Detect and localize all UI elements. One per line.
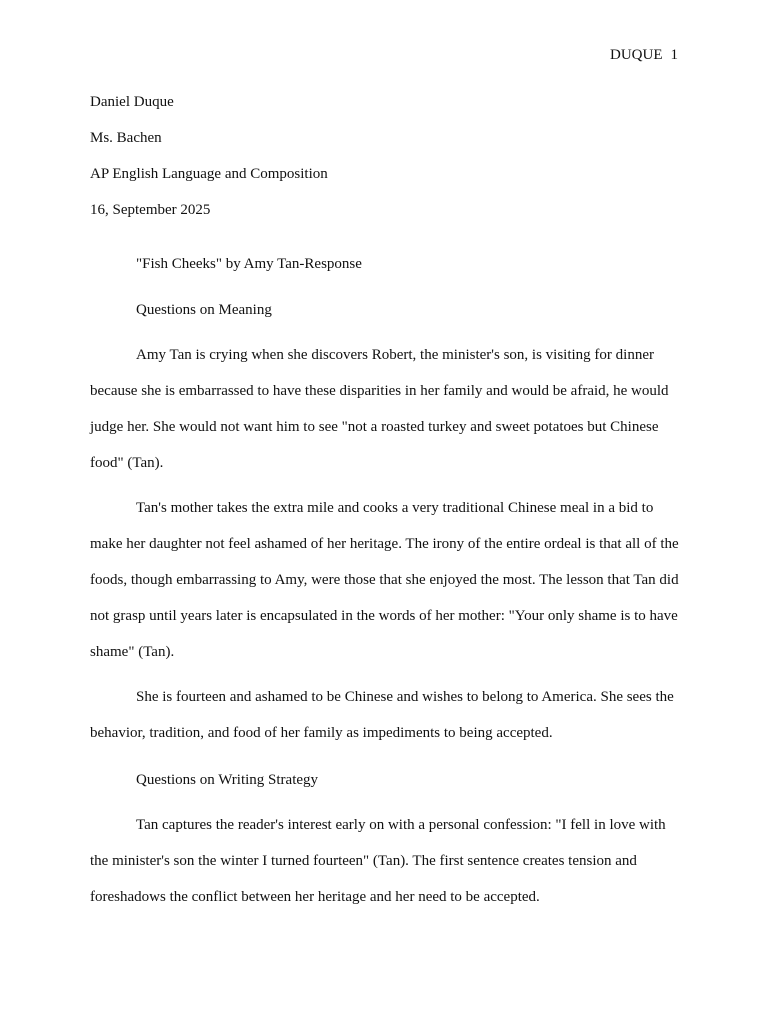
body-paragraph: Tan's mother takes the extra mile and cooks a very traditional Chinese meal in a bid to make her daughter not feel ashamed of her heritage. The irony of the entire ordeal is that all of the foods, though embarrassing to Amy, were those that she enjoyed the most. The lesson that Tan did not grasp until years later is encapsulated in the words of her mother: "Your only shame is to have shame" (Tan). <box>90 500 679 660</box>
essay-date: 16, September 2025 <box>90 202 211 218</box>
header-page-number: 1 <box>670 47 678 63</box>
teacher-name: Ms. Bachen <box>90 130 162 146</box>
mla-heading <box>90 93 328 237</box>
course-name: AP English Language and Composition <box>90 166 328 182</box>
section-heading-meaning: Questions on Meaning <box>136 302 272 318</box>
body-paragraph: Amy Tan is crying when she discovers Robert, the minister's son, is visiting for dinner because she is embarrassed to have these disparities in her family and would be afraid, he would judge her. She would not want him to see "not a roasted turkey and sweet potatoes but Chinese food" (Tan). <box>90 347 669 471</box>
essay-title: "Fish Cheeks" by Amy Tan-Response <box>136 256 362 272</box>
body-paragraph: Tan captures the reader's interest early on with a personal confession: "I fell in love with the minister's son the winter I turned fourteen" (Tan). The first sentence creates tension and foreshadows the conflict between her heritage and her need to be accepted. <box>90 817 666 905</box>
student-name: Daniel Duque <box>90 94 174 110</box>
header-surname: DUQUE <box>610 47 663 63</box>
running-header <box>610 47 678 64</box>
section-heading-writing-strategy: Questions on Writing Strategy <box>136 772 319 788</box>
body-paragraph: She is fourteen and ashamed to be Chinese and wishes to belong to America. She sees the behavior, tradition, and food of her family as impediments to being accepted. <box>90 689 674 741</box>
